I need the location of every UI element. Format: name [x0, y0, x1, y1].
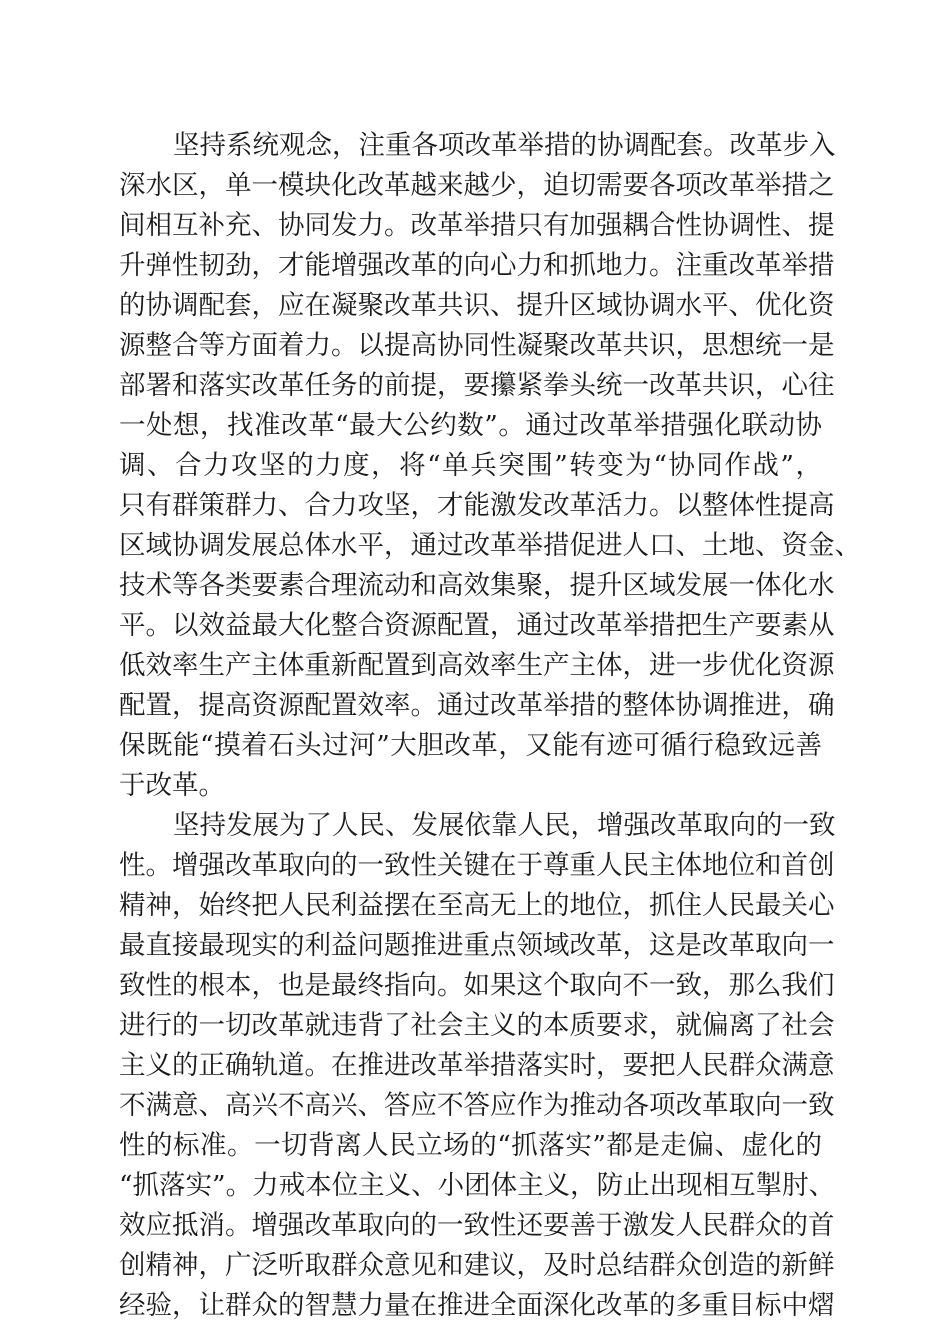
paragraph-line [0, 646, 950, 686]
line-text: 创精神，广泛听取群众意见和建议，及时总结群众创造的新鲜 [119, 1250, 835, 1281]
line-text: 技术等各类要素合理流动和高效集聚，提升区域发展一体化水 [119, 570, 835, 601]
paragraph-line [0, 326, 950, 366]
line-text: 效应抵消。增强改革取向的一致性还要善于激发人民群众的首 [119, 1210, 835, 1241]
line-text: 只有群策群力、合力攻坚，才能激发改革活力。以整体性提高 [119, 490, 835, 521]
line-text: 部署和落实改革任务的前提，要攥紧拳头统一改革共识，心往 [119, 370, 835, 401]
paragraph-line [0, 806, 950, 846]
line-text: 坚持发展为了人民、发展依靠人民，增强改革取向的一致 [173, 810, 836, 841]
paragraph-line [0, 566, 950, 606]
line-text: 坚持系统观念，注重各项改革举措的协调配套。改革步入 [173, 130, 836, 161]
line-text: 配置，提高资源配置效率。通过改革举措的整体协调推进，确 [119, 690, 835, 721]
line-text: 精神，始终把人民利益摆在至高无上的地位，抓住人民最关心 [119, 890, 835, 921]
line-text: 保既能“摸着石头过河”大胆改革，又能有迹可循行稳致远善 [119, 730, 822, 761]
line-text: 区域协调发展总体水平，通过改革举措促进人口、土地、资金、 [119, 530, 861, 561]
paragraph-line [0, 1246, 950, 1286]
line-text: 最直接最现实的利益问题推进重点领域改革，这是改革取向一 [119, 930, 835, 961]
paragraph-line [0, 1166, 950, 1206]
paragraph-line [0, 1286, 950, 1326]
paragraph-line [0, 246, 950, 286]
line-text: “抓落实”。力戒本位主义、小团体主义，防止出现相互掣肘、 [119, 1170, 836, 1201]
paragraph-line [0, 886, 950, 926]
paragraph-line [0, 686, 950, 726]
paragraph-line [0, 1006, 950, 1046]
paragraph-line [0, 286, 950, 326]
paragraph-line [0, 846, 950, 886]
paragraph-line [0, 1126, 950, 1166]
paragraph-line [0, 1086, 950, 1126]
line-text: 源整合等方面着力。以提高协同性凝聚改革共识，思想统一是 [119, 330, 835, 361]
paragraph-line [0, 766, 950, 806]
paragraph-line [0, 726, 950, 766]
paragraph-line [0, 406, 950, 446]
line-text: 致性的根本，也是最终指向。如果这个取向不一致，那么我们 [119, 970, 835, 1001]
paragraph-line [0, 446, 950, 486]
paragraph-line [0, 206, 950, 246]
line-text: 主义的正确轨道。在推进改革举措落实时，要把人民群众满意 [119, 1050, 835, 1081]
line-text: 低效率生产主体重新配置到高效率生产主体，进一步优化资源 [119, 650, 835, 681]
paragraph-line [0, 1046, 950, 1086]
line-text: 深水区，单一模块化改革越来越少，迫切需要各项改革举措之 [119, 170, 835, 201]
line-text: 于改革。 [119, 770, 225, 801]
line-text: 升弹性韧劲，才能增强改革的向心力和抓地力。注重改革举措 [119, 250, 835, 281]
line-text: 平。以效益最大化整合资源配置，通过改革举措把生产要素从 [119, 610, 835, 641]
line-text: 性的标准。一切背离人民立场的“抓落实”都是走偏、虚化的 [119, 1130, 822, 1161]
paragraph-line [0, 606, 950, 646]
line-text: 性。增强改革取向的一致性关键在于尊重人民主体地位和首创 [119, 850, 835, 881]
line-text: 的协调配套，应在凝聚改革共识、提升区域协调水平、优化资 [119, 290, 835, 321]
line-text: 不满意、高兴不高兴、答应不答应作为推动各项改革取向一致 [119, 1090, 835, 1121]
paragraph-line [0, 966, 950, 1006]
paragraph-line [0, 126, 950, 166]
line-text: 间相互补充、协同发力。改革举措只有加强耦合性协调性、提 [119, 210, 835, 241]
line-text: 进行的一切改革就违背了社会主义的本质要求，就偏离了社会 [119, 1010, 835, 1041]
paragraph-line [0, 926, 950, 966]
paragraph-line [0, 166, 950, 206]
paragraph-line [0, 486, 950, 526]
paragraph-line [0, 526, 950, 566]
paragraph-line [0, 1206, 950, 1246]
line-text: 调、合力攻坚的力度，将“单兵突围”转变为“协同作战”， [119, 450, 822, 481]
line-text: 一处想，找准改革“最大公约数”。通过改革举措强化联动协 [119, 410, 822, 441]
paragraph-line [0, 366, 950, 406]
line-text: 经验，让群众的智慧力量在推进全面深化改革的多重目标中熠 [119, 1290, 835, 1321]
